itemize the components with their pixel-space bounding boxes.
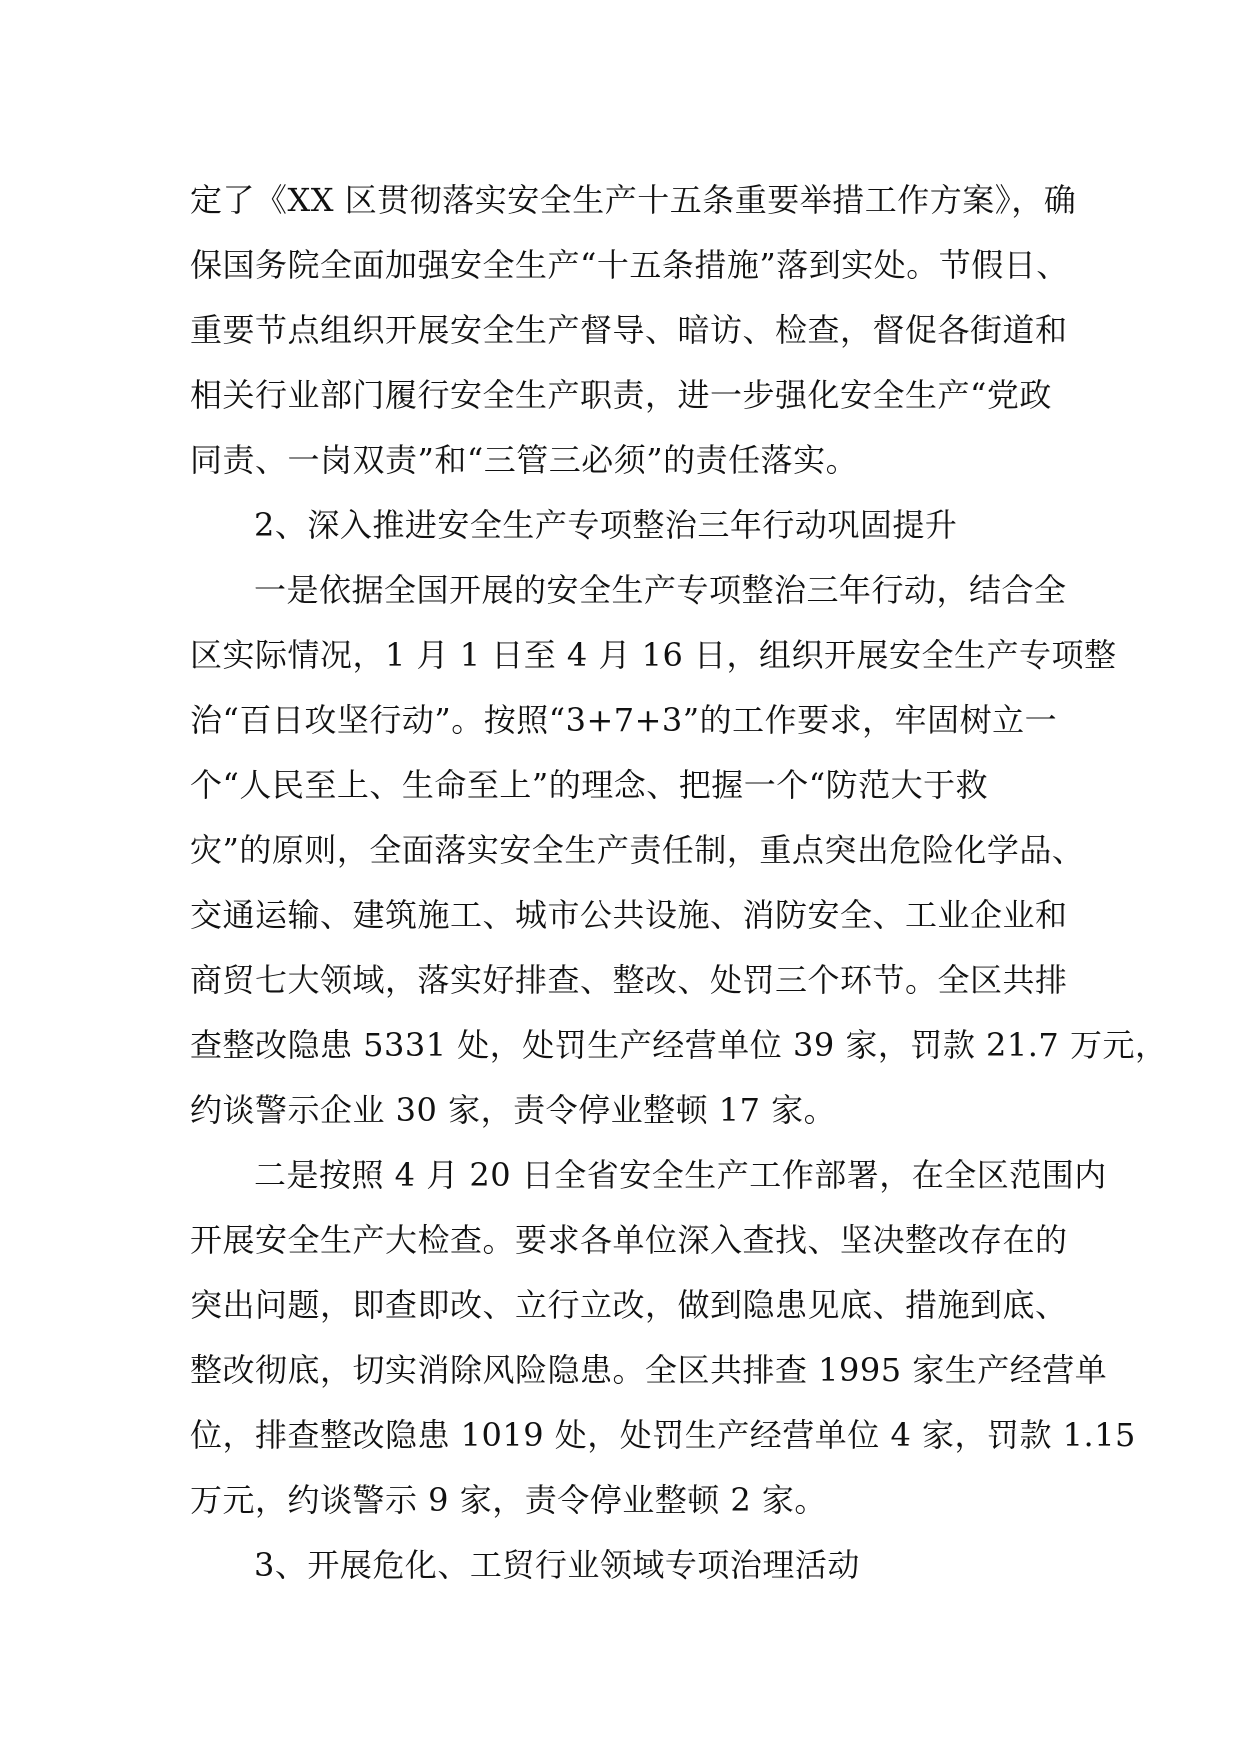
text-line: 整改彻底，切实消除风险隐患。全区共排查 1995 家生产经营单 — [190, 1351, 1108, 1389]
section-heading: 2、深入推进安全生产专项整治三年行动巩固提升 — [254, 506, 958, 544]
text-line: 万元，约谈警示 9 家，责令停业整顿 2 家。 — [190, 1481, 827, 1519]
document-body — [190, 168, 1168, 1598]
text-line: 约谈警示企业 30 家，责令停业整顿 17 家。 — [190, 1091, 837, 1129]
text-line: 区实际情况，1 月 1 日至 4 月 16 日，组织开展安全生产专项整 — [190, 636, 1117, 674]
paragraph-first-line: 二是按照 4 月 20 日全省安全生产工作部署，在全区范围内 — [254, 1156, 1107, 1194]
text-line: 商贸七大领域，落实好排查、整改、处罚三个环节。全区共排 — [190, 961, 1068, 999]
text-line: 治“百日攻坚行动”。按照“3+7+3”的工作要求，牢固树立一 — [190, 701, 1058, 739]
text-line: 位，排查整改隐患 1019 处，处罚生产经营单位 4 家，罚款 1.15 — [190, 1416, 1136, 1454]
text-line: 同责、一岗双责”和“三管三必须”的责任落实。 — [190, 441, 859, 479]
paragraph-first-line: 一是依据全国开展的安全生产专项整治三年行动，结合全 — [254, 571, 1067, 609]
text-line: 个“人民至上、生命至上”的理念、把握一个“防范大于救 — [190, 766, 989, 804]
text-line: 定了《XX 区贯彻落实安全生产十五条重要举措工作方案》，确 — [190, 181, 1077, 219]
text-line: 相关行业部门履行安全生产职责，进一步强化安全生产“党政 — [190, 376, 1052, 414]
text-line: 灾”的原则，全面落实安全生产责任制，重点突出危险化学品、 — [190, 831, 1085, 869]
text-line: 查整改隐患 5331 处，处罚生产经营单位 39 家，罚款 21.7 万元， — [190, 1026, 1168, 1064]
section-heading: 3、开展危化、工贸行业领域专项治理活动 — [254, 1546, 860, 1584]
text-line: 保国务院全面加强安全生产“十五条措施”落到实处。节假日、 — [190, 246, 1069, 284]
text-line: 重要节点组织开展安全生产督导、暗访、检查，督促各街道和 — [190, 311, 1068, 349]
text-line: 开展安全生产大检查。要求各单位深入查找、坚决整改存在的 — [190, 1221, 1068, 1259]
text-line: 突出问题，即查即改、立行立改，做到隐患见底、措施到底、 — [190, 1286, 1068, 1324]
text-line: 交通运输、建筑施工、城市公共设施、消防安全、工业企业和 — [190, 896, 1068, 934]
